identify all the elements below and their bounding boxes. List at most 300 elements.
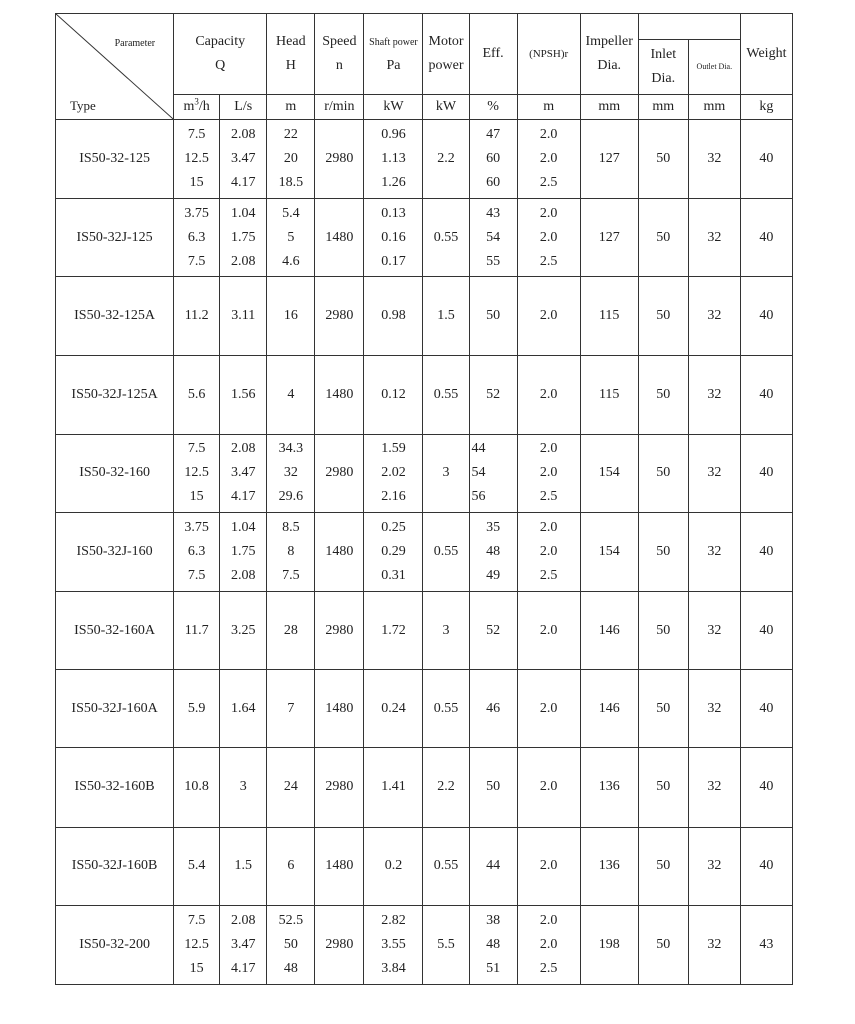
cell-value-line: 50	[283, 936, 298, 952]
cell-value-line: 4.17	[230, 175, 256, 191]
cell-value-line: 28	[283, 622, 298, 638]
cell-value-line: 12.5	[184, 936, 209, 952]
cell-value-line: 1.13	[381, 151, 406, 167]
cell-value-line: 4.17	[230, 489, 256, 505]
npsh-cell	[517, 905, 580, 984]
speed-cell: 1480	[315, 827, 364, 905]
head-cell	[267, 355, 315, 434]
cell-value-line: 2.0	[539, 936, 558, 952]
speed-header: Speed n	[315, 14, 364, 95]
speed-cell: 1480	[315, 670, 364, 748]
cell-value-line: 52.5	[278, 912, 304, 928]
capacity-ls-cell	[220, 277, 267, 355]
shaft-power-cell	[364, 199, 423, 277]
npsh-cell	[517, 748, 580, 827]
table-row	[56, 905, 793, 984]
cell-value-line: 2.0	[539, 519, 558, 535]
cell-value-line: 3.75	[184, 205, 209, 221]
speed-cell: 2980	[315, 905, 364, 984]
unit-motor-power: kW	[423, 95, 469, 120]
cell-value-line: 2.08	[230, 567, 256, 583]
cell-value-line: 0.29	[381, 543, 406, 559]
cell-value-line: 1.75	[230, 229, 256, 245]
inlet-cell: 50	[638, 592, 688, 670]
head-cell	[267, 120, 315, 199]
impeller-cell: 127	[580, 199, 638, 277]
cell-value-line: 2.0	[539, 307, 558, 323]
shaft-power-cell	[364, 748, 423, 827]
capacity-ls-cell	[220, 748, 267, 827]
unit-inlet: mm	[638, 95, 688, 120]
cell-value-line: 2.5	[539, 489, 558, 505]
cell-value-line: 2.0	[539, 912, 558, 928]
cell-value-line: 5	[287, 229, 295, 245]
capacity-m3h-cell	[174, 355, 220, 434]
cell-value-line: 10.8	[184, 779, 209, 795]
unit-speed: r/min	[315, 95, 364, 120]
cell-value-line: 48	[283, 960, 298, 976]
cell-value-line: 29.6	[278, 489, 304, 505]
outlet-cell: 32	[688, 120, 740, 199]
npsh-header: (NPSH)r	[517, 14, 580, 95]
unit-eff: %	[469, 95, 517, 120]
speed-cell: 2980	[315, 748, 364, 827]
cell-value-line: 15	[189, 489, 204, 505]
cell-value-line: 4.6	[282, 253, 300, 269]
weight-cell: 40	[740, 827, 792, 905]
type-cell: IS50-32J-160	[56, 512, 174, 591]
npsh-cell	[517, 827, 580, 905]
cell-value-line: 50	[486, 779, 501, 795]
outlet-cell: 32	[688, 277, 740, 355]
cell-value-line: 15	[189, 175, 204, 191]
motor-power-cell: 3	[423, 434, 469, 512]
cell-value-line: 7.5	[187, 567, 206, 583]
type-cell: IS50-32-125A	[56, 277, 174, 355]
speed-cell: 2980	[315, 120, 364, 199]
cell-value-line: 4.17	[230, 960, 256, 976]
inlet-cell: 50	[638, 905, 688, 984]
inlet-cell: 50	[638, 355, 688, 434]
inlet-cell: 50	[638, 512, 688, 591]
cell-value-line: 1.41	[381, 779, 406, 795]
shaft-power-cell	[364, 512, 423, 591]
header-diagonal-cell	[56, 14, 174, 120]
cell-value-line: 2.5	[539, 175, 558, 191]
shaft-power-header: Shaft power Pa	[364, 14, 423, 95]
unit-shaft-power: kW	[364, 95, 423, 120]
type-cell: IS50-32J-125	[56, 199, 174, 277]
eff-cell	[469, 512, 517, 591]
cell-value-line: 54	[471, 465, 486, 481]
table-row	[56, 512, 793, 591]
cell-value-line: 48	[486, 936, 501, 952]
type-cell: IS50-32J-160A	[56, 670, 174, 748]
capacity-m3h-cell	[174, 827, 220, 905]
cell-value-line: 1.72	[381, 622, 406, 638]
inlet-cell: 50	[638, 120, 688, 199]
head-cell	[267, 592, 315, 670]
cell-value-line: 0.98	[381, 307, 406, 323]
unit-impeller: mm	[580, 95, 638, 120]
cell-value-line: 2.0	[539, 386, 558, 402]
cell-value-line: 54	[486, 229, 501, 245]
type-cell: IS50-32J-125A	[56, 355, 174, 434]
table-row	[56, 277, 793, 355]
npsh-cell	[517, 199, 580, 277]
weight-cell: 40	[740, 355, 792, 434]
speed-cell: 2980	[315, 277, 364, 355]
capacity-ls-cell	[220, 199, 267, 277]
cell-value-line: 0.17	[381, 253, 406, 269]
cell-value-line: 1.56	[230, 386, 256, 402]
cell-value-line: 24	[283, 779, 298, 795]
capacity-ls-cell	[220, 592, 267, 670]
inlet-cell: 50	[638, 748, 688, 827]
cell-value-line: 11.2	[184, 307, 209, 323]
cell-value-line: 3.55	[381, 936, 406, 952]
cell-value-line: 2.08	[230, 253, 256, 269]
inlet-cell: 50	[638, 670, 688, 748]
capacity-m3h-cell	[174, 592, 220, 670]
cell-value-line: 3.11	[231, 307, 256, 323]
npsh-cell	[517, 592, 580, 670]
cell-value-line: 7.5	[187, 441, 206, 457]
motor-power-header: Motor power	[423, 14, 469, 95]
cell-value-line: 16	[283, 307, 298, 323]
cell-value-line: 11.7	[184, 622, 209, 638]
motor-power-cell: 2.2	[423, 748, 469, 827]
cell-value-line: 0.13	[381, 205, 406, 221]
cell-value-line: 2.16	[381, 489, 406, 505]
inlet-cell: 50	[638, 434, 688, 512]
impeller-cell: 146	[580, 670, 638, 748]
outlet-cell: 32	[688, 592, 740, 670]
cell-value-line: 7.5	[187, 912, 206, 928]
motor-power-cell: 0.55	[423, 670, 469, 748]
pump-spec-table	[55, 13, 793, 985]
inlet-header: Inlet Dia.	[638, 40, 688, 95]
cell-value-line: 2.08	[230, 127, 256, 143]
impeller-cell: 136	[580, 827, 638, 905]
motor-power-cell: 5.5	[423, 905, 469, 984]
cell-value-line: 38	[486, 912, 501, 928]
capacity-m3h-cell	[174, 199, 220, 277]
head-header: Head H	[267, 14, 315, 95]
cell-value-line: 52	[486, 386, 501, 402]
weight-cell: 43	[740, 905, 792, 984]
weight-cell: 40	[740, 277, 792, 355]
cell-value-line: 2.0	[539, 127, 558, 143]
eff-cell	[469, 434, 517, 512]
outlet-header: Outlet Dia.	[688, 40, 740, 95]
impeller-cell: 154	[580, 512, 638, 591]
impeller-cell: 136	[580, 748, 638, 827]
cell-value-line: 6	[287, 858, 295, 874]
outlet-cell: 32	[688, 355, 740, 434]
npsh-cell	[517, 670, 580, 748]
cell-value-line: 2.0	[539, 779, 558, 795]
motor-power-cell: 3	[423, 592, 469, 670]
cell-value-line: 3.47	[230, 465, 256, 481]
cell-value-line: 2.0	[539, 229, 558, 245]
cell-value-line: 7.5	[187, 127, 206, 143]
motor-power-cell: 1.5	[423, 277, 469, 355]
cell-value-line: 4	[287, 386, 295, 402]
head-cell	[267, 670, 315, 748]
capacity-m3h-cell	[174, 434, 220, 512]
cell-value-line: 3	[239, 779, 247, 795]
capacity-ls-cell	[220, 512, 267, 591]
npsh-cell	[517, 277, 580, 355]
cell-value-line: 8.5	[282, 519, 300, 535]
motor-power-cell: 0.55	[423, 199, 469, 277]
cell-value-line: 5.9	[187, 700, 206, 716]
table-row	[56, 670, 793, 748]
eff-cell	[469, 905, 517, 984]
eff-cell	[469, 120, 517, 199]
cell-value-line: 46	[486, 700, 501, 716]
cell-value-line: 43	[486, 205, 501, 221]
capacity-ls-cell	[220, 355, 267, 434]
motor-power-cell: 2.2	[423, 120, 469, 199]
cell-value-line: 3.47	[230, 936, 256, 952]
impeller-cell: 115	[580, 355, 638, 434]
capacity-m3h-cell	[174, 120, 220, 199]
capacity-ls-cell	[220, 670, 267, 748]
shaft-power-cell	[364, 670, 423, 748]
cell-value-line: 0.96	[381, 127, 406, 143]
cell-value-line: 60	[486, 175, 501, 191]
eff-cell	[469, 199, 517, 277]
cell-value-line: 0.12	[381, 386, 406, 402]
eff-cell	[469, 592, 517, 670]
type-cell: IS50-32-160A	[56, 592, 174, 670]
weight-cell: 40	[740, 670, 792, 748]
speed-cell: 2980	[315, 434, 364, 512]
speed-cell: 1480	[315, 512, 364, 591]
eff-cell	[469, 277, 517, 355]
type-label: Type	[70, 98, 96, 113]
cell-value-line: 55	[486, 253, 501, 269]
type-cell: IS50-32-160B	[56, 748, 174, 827]
cell-value-line: 0.2	[384, 858, 403, 874]
cell-value-line: 1.5	[234, 858, 252, 874]
npsh-cell	[517, 434, 580, 512]
cell-value-line: 2.0	[539, 465, 558, 481]
impeller-cell: 115	[580, 277, 638, 355]
cell-value-line: 35	[486, 519, 501, 535]
eff-cell	[469, 748, 517, 827]
npsh-cell	[517, 355, 580, 434]
capacity-ls-cell	[220, 827, 267, 905]
head-cell	[267, 827, 315, 905]
cell-value-line: 3.47	[230, 151, 256, 167]
cell-value-line: 2.0	[539, 858, 558, 874]
weight-cell: 40	[740, 512, 792, 591]
cell-value-line: 48	[486, 543, 501, 559]
cell-value-line: 0.16	[381, 229, 406, 245]
head-cell	[267, 199, 315, 277]
cell-value-line: 15	[189, 960, 204, 976]
capacity-m3h-cell	[174, 905, 220, 984]
cell-value-line: 2.0	[539, 700, 558, 716]
outlet-cell: 32	[688, 827, 740, 905]
cell-value-line: 0.24	[381, 700, 406, 716]
unit-ls: L/s	[220, 95, 267, 120]
capacity-m3h-cell	[174, 748, 220, 827]
cell-value-line: 3.25	[230, 622, 256, 638]
motor-power-cell: 0.55	[423, 512, 469, 591]
cell-value-line: 60	[486, 151, 501, 167]
type-cell: IS50-32-125	[56, 120, 174, 199]
cell-value-line: 56	[471, 489, 486, 505]
weight-cell: 40	[740, 748, 792, 827]
impeller-cell: 154	[580, 434, 638, 512]
inlet-cell: 50	[638, 827, 688, 905]
unit-head: m	[267, 95, 315, 120]
table-body	[56, 120, 793, 985]
cell-value-line: 6.3	[187, 543, 206, 559]
head-cell	[267, 512, 315, 591]
unit-npsh: m	[517, 95, 580, 120]
outlet-cell: 32	[688, 905, 740, 984]
type-cell: IS50-32-160	[56, 434, 174, 512]
cell-value-line: 2.0	[539, 205, 558, 221]
unit-m3h: $m^3/h$	[174, 95, 220, 120]
cell-value-line: 7	[287, 700, 295, 716]
table-row	[56, 434, 793, 512]
cell-value-line: 0.31	[381, 567, 406, 583]
head-cell	[267, 748, 315, 827]
impeller-cell: 127	[580, 120, 638, 199]
cell-value-line: 2.0	[539, 441, 558, 457]
inlet-cell: 50	[638, 199, 688, 277]
capacity-m3h-cell	[174, 670, 220, 748]
shaft-power-cell	[364, 905, 423, 984]
npsh-cell	[517, 120, 580, 199]
eff-cell	[469, 670, 517, 748]
capacity-ls-cell	[220, 905, 267, 984]
speed-cell: 2980	[315, 592, 364, 670]
speed-cell: 1480	[315, 199, 364, 277]
dia-group-header	[638, 14, 740, 40]
capacity-m3h-cell	[174, 512, 220, 591]
npsh-cell	[517, 512, 580, 591]
capacity-ls-cell	[220, 434, 267, 512]
weight-cell: 40	[740, 120, 792, 199]
cell-value-line: 44	[471, 441, 486, 457]
type-cell: IS50-32J-160B	[56, 827, 174, 905]
capacity-ls-cell	[220, 120, 267, 199]
cell-value-line: 18.5	[278, 175, 304, 191]
cell-value-line: 44	[486, 858, 501, 874]
cell-value-line: 1.04	[230, 205, 256, 221]
eff-cell	[469, 355, 517, 434]
table-row	[56, 748, 793, 827]
shaft-power-cell	[364, 592, 423, 670]
shaft-power-cell	[364, 120, 423, 199]
table-row	[56, 120, 793, 199]
cell-value-line: 2.0	[539, 151, 558, 167]
capacity-header: Capacity Q	[174, 14, 267, 95]
head-cell	[267, 905, 315, 984]
head-cell	[267, 434, 315, 512]
table-row	[56, 827, 793, 905]
capacity-m3h-cell	[174, 277, 220, 355]
cell-value-line: 5.4	[187, 858, 206, 874]
cell-value-line: 3.84	[381, 960, 406, 976]
shaft-power-cell	[364, 355, 423, 434]
speed-cell: 1480	[315, 355, 364, 434]
cell-value-line: 2.5	[539, 567, 558, 583]
cell-value-line: 7.5	[282, 567, 300, 583]
cell-value-line: 2.0	[539, 543, 558, 559]
cell-value-line: 50	[486, 307, 501, 323]
shaft-power-cell	[364, 277, 423, 355]
cell-value-line: 2.08	[230, 912, 256, 928]
motor-power-cell: 0.55	[423, 355, 469, 434]
weight-header: Weight	[740, 14, 792, 95]
cell-value-line: 2.5	[539, 960, 558, 976]
cell-value-line: 6.3	[187, 229, 206, 245]
outlet-cell: 32	[688, 434, 740, 512]
cell-value-line: 3.75	[184, 519, 209, 535]
cell-value-line: 2.5	[539, 253, 558, 269]
cell-value-line: 1.26	[381, 175, 406, 191]
cell-value-line: 51	[486, 960, 501, 976]
cell-value-line: 12.5	[184, 465, 209, 481]
motor-power-cell: 0.55	[423, 827, 469, 905]
table-row	[56, 199, 793, 277]
weight-cell: 40	[740, 199, 792, 277]
cell-value-line: 8	[287, 543, 295, 559]
cell-value-line: 2.82	[381, 912, 406, 928]
cell-value-line: 1.64	[230, 700, 256, 716]
cell-value-line: 0.25	[381, 519, 406, 535]
unit-outlet: mm	[688, 95, 740, 120]
outlet-cell: 32	[688, 512, 740, 591]
cell-value-line: 20	[283, 151, 298, 167]
cell-value-line: 52	[486, 622, 501, 638]
cell-value-line: 1.75	[230, 543, 256, 559]
cell-value-line: 5.4	[282, 205, 300, 221]
cell-value-line: 5.6	[187, 386, 206, 402]
outlet-cell: 32	[688, 670, 740, 748]
eff-header: Eff.	[469, 14, 517, 95]
eff-cell	[469, 827, 517, 905]
cell-value-line: 32	[283, 465, 298, 481]
cell-value-line: 2.0	[539, 622, 558, 638]
shaft-power-cell	[364, 827, 423, 905]
shaft-power-cell	[364, 434, 423, 512]
cell-value-line: 22	[283, 127, 298, 143]
head-cell	[267, 277, 315, 355]
unit-weight: kg	[740, 95, 792, 120]
table-row	[56, 592, 793, 670]
cell-value-line: 1.59	[381, 441, 406, 457]
weight-cell: 40	[740, 434, 792, 512]
cell-value-line: 12.5	[184, 151, 209, 167]
cell-value-line: 34.3	[278, 441, 304, 457]
parameter-label: Parameter	[114, 38, 156, 49]
outlet-cell: 32	[688, 748, 740, 827]
cell-value-line: 2.08	[230, 441, 256, 457]
cell-value-line: 49	[486, 567, 501, 583]
cell-value-line: 2.02	[381, 465, 406, 481]
inlet-cell: 50	[638, 277, 688, 355]
weight-cell: 40	[740, 592, 792, 670]
